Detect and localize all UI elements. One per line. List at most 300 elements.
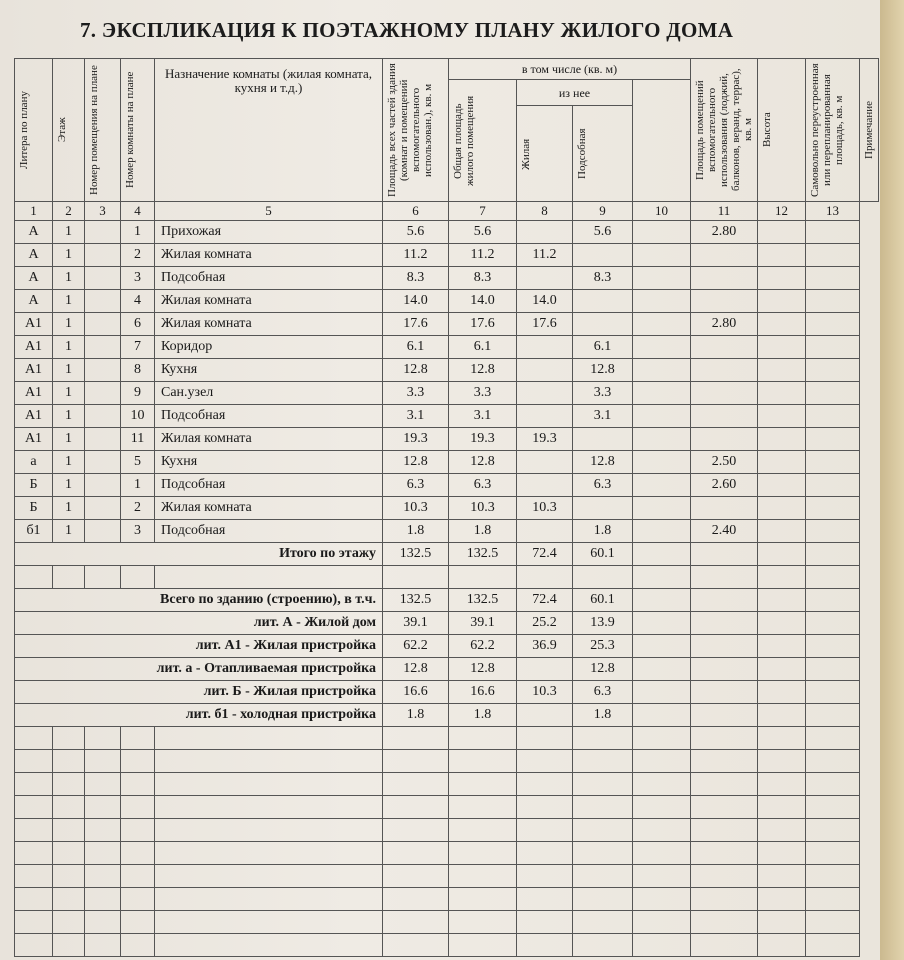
- blank-row: [15, 773, 879, 796]
- empty-cell: [573, 750, 633, 773]
- area-total-cell: 10.3: [383, 497, 449, 520]
- summary-row: [15, 589, 879, 612]
- empty-cell: [691, 842, 758, 865]
- area-living-cell: 19.3: [517, 428, 573, 451]
- header-samovolno: Самовольно переустроенная или перепланированная площадь, кв. м: [806, 59, 860, 202]
- empty-cell: [85, 911, 121, 934]
- empty-cell: [85, 842, 121, 865]
- empty-cell: [633, 796, 691, 819]
- empty-cell: [633, 819, 691, 842]
- col-num: 13: [806, 202, 860, 221]
- litera-cell: А: [15, 244, 53, 267]
- empty-cell: [85, 865, 121, 888]
- empty-cell: [691, 589, 758, 612]
- empty-cell: [806, 658, 860, 681]
- empty-cell: [633, 750, 691, 773]
- empty-cell: [691, 681, 758, 704]
- area-extra-cell: [633, 336, 691, 359]
- empty-cell: [573, 934, 633, 957]
- empty-cell: [85, 934, 121, 957]
- empty-cell: [633, 888, 691, 911]
- empty-cell: [15, 750, 53, 773]
- empty-cell: [383, 888, 449, 911]
- room-number-cell: 5: [121, 451, 155, 474]
- area-common-cell: 12.8: [449, 658, 517, 681]
- area-auxiliary-cell: 3.1: [573, 405, 633, 428]
- table-row: [15, 290, 879, 313]
- empty-cell: [449, 727, 517, 750]
- area-living-cell: 10.3: [517, 681, 573, 704]
- etazh-cell: 1: [53, 405, 85, 428]
- pomeshchenie-cell: [85, 290, 121, 313]
- empty-cell: [691, 727, 758, 750]
- empty-cell: [573, 842, 633, 865]
- litera-cell: А1: [15, 359, 53, 382]
- area-auxiliary-cell: 1.8: [573, 704, 633, 727]
- empty-cell: [633, 704, 691, 727]
- litera-cell: б1: [15, 520, 53, 543]
- litera-cell: А1: [15, 428, 53, 451]
- header-zhilaya: Жилая: [517, 106, 573, 202]
- total-label: лит. б1 - холодная пристройка: [15, 704, 383, 727]
- litera-cell: А: [15, 267, 53, 290]
- pomeshchenie-cell: [85, 497, 121, 520]
- height-cell: [691, 405, 758, 428]
- pomeshchenie-cell: [85, 382, 121, 405]
- empty-cell: [517, 796, 573, 819]
- empty-cell: [691, 612, 758, 635]
- area-auxiliary-cell: 25.3: [573, 635, 633, 658]
- area-total-cell: 11.2: [383, 244, 449, 267]
- empty-cell: [758, 888, 806, 911]
- empty-cell: [806, 750, 860, 773]
- empty-cell: [155, 819, 383, 842]
- area-total-cell: 6.3: [383, 474, 449, 497]
- empty-cell: [15, 566, 53, 589]
- empty-cell: [53, 842, 85, 865]
- unauthorized-cell: [758, 221, 806, 244]
- area-common-cell: 1.8: [449, 704, 517, 727]
- empty-cell: [449, 934, 517, 957]
- area-extra-cell: [633, 474, 691, 497]
- room-name-cell: Подсобная: [155, 405, 383, 428]
- table-row: [15, 474, 879, 497]
- table-row: [15, 428, 879, 451]
- area-extra-cell: [633, 428, 691, 451]
- empty-cell: [806, 704, 860, 727]
- blank-row: [15, 865, 879, 888]
- area-common-cell: 10.3: [449, 497, 517, 520]
- empty-cell: [15, 934, 53, 957]
- area-extra-cell: [633, 520, 691, 543]
- area-total-cell: 5.6: [383, 221, 449, 244]
- empty-cell: [383, 934, 449, 957]
- empty-cell: [85, 727, 121, 750]
- table-row: [15, 497, 879, 520]
- area-total-cell: 39.1: [383, 612, 449, 635]
- empty-cell: [15, 842, 53, 865]
- empty-cell: [155, 773, 383, 796]
- empty-cell: [449, 750, 517, 773]
- area-living-cell: [517, 382, 573, 405]
- area-auxiliary-cell: 6.3: [573, 681, 633, 704]
- note-cell: [806, 267, 860, 290]
- empty-cell: [517, 819, 573, 842]
- empty-cell: [449, 566, 517, 589]
- etazh-cell: 1: [53, 267, 85, 290]
- etazh-cell: 1: [53, 382, 85, 405]
- empty-cell: [806, 543, 860, 566]
- empty-cell: [758, 842, 806, 865]
- room-number-cell: 7: [121, 336, 155, 359]
- area-auxiliary-cell: 8.3: [573, 267, 633, 290]
- itogo-row: [15, 543, 879, 566]
- empty-cell: [691, 566, 758, 589]
- pomeshchenie-cell: [85, 451, 121, 474]
- note-cell: [806, 382, 860, 405]
- empty-cell: [121, 911, 155, 934]
- empty-cell: [758, 865, 806, 888]
- header-vspomogatelnaya: Площадь помещений вспомогательного использования (лоджий, балконов, веранд, террас), кв. м: [691, 59, 758, 202]
- unauthorized-cell: [758, 451, 806, 474]
- col-num: 3: [85, 202, 121, 221]
- empty-cell: [758, 589, 806, 612]
- blank-row: [15, 842, 879, 865]
- empty-cell: [633, 773, 691, 796]
- area-extra-cell: [633, 221, 691, 244]
- area-living-cell: 17.6: [517, 313, 573, 336]
- empty-cell: [121, 888, 155, 911]
- header-etazh: Этаж: [53, 59, 85, 202]
- empty-cell: [633, 566, 691, 589]
- area-common-cell: 17.6: [449, 313, 517, 336]
- empty-cell: [383, 727, 449, 750]
- empty-cell: [517, 566, 573, 589]
- empty-cell: [449, 888, 517, 911]
- empty-cell: [633, 727, 691, 750]
- area-common-cell: 3.1: [449, 405, 517, 428]
- empty-cell: [155, 842, 383, 865]
- empty-cell: [53, 727, 85, 750]
- note-cell: [806, 520, 860, 543]
- area-common-cell: 39.1: [449, 612, 517, 635]
- area-total-cell: 16.6: [383, 681, 449, 704]
- etazh-cell: 1: [53, 336, 85, 359]
- table-row: [15, 382, 879, 405]
- empty-cell: [449, 842, 517, 865]
- area-common-cell: 14.0: [449, 290, 517, 313]
- empty-cell: [53, 911, 85, 934]
- litera-cell: А1: [15, 405, 53, 428]
- area-auxiliary-cell: [573, 244, 633, 267]
- area-common-cell: 132.5: [449, 589, 517, 612]
- empty-cell: [517, 842, 573, 865]
- empty-cell: [449, 819, 517, 842]
- height-cell: [691, 336, 758, 359]
- empty-cell: [758, 819, 806, 842]
- col-num: 5: [155, 202, 383, 221]
- note-cell: [806, 428, 860, 451]
- summary-row: [15, 704, 879, 727]
- header-podsobnaya: Подсобная: [573, 106, 633, 202]
- unauthorized-cell: [758, 520, 806, 543]
- empty-cell: [53, 819, 85, 842]
- etazh-cell: 1: [53, 520, 85, 543]
- summary-row: [15, 681, 879, 704]
- empty-cell: [758, 796, 806, 819]
- empty-cell: [517, 750, 573, 773]
- area-total-cell: 14.0: [383, 290, 449, 313]
- empty-cell: [121, 934, 155, 957]
- empty-cell: [691, 635, 758, 658]
- empty-cell: [53, 934, 85, 957]
- area-auxiliary-cell: 3.3: [573, 382, 633, 405]
- empty-cell: [121, 796, 155, 819]
- area-auxiliary-cell: 12.8: [573, 451, 633, 474]
- empty-cell: [517, 888, 573, 911]
- empty-cell: [15, 819, 53, 842]
- area-living-cell: [517, 359, 573, 382]
- header-extra: [633, 80, 691, 202]
- empty-cell: [449, 773, 517, 796]
- summary-row: [15, 658, 879, 681]
- area-common-cell: 5.6: [449, 221, 517, 244]
- area-common-cell: 62.2: [449, 635, 517, 658]
- empty-cell: [758, 566, 806, 589]
- area-auxiliary-cell: 60.1: [573, 543, 633, 566]
- col-num: 1: [15, 202, 53, 221]
- note-cell: [806, 497, 860, 520]
- litera-cell: А1: [15, 382, 53, 405]
- header-litera: Литера по плану: [15, 59, 53, 202]
- litera-cell: А1: [15, 313, 53, 336]
- litera-cell: а: [15, 451, 53, 474]
- room-name-cell: Жилая комната: [155, 313, 383, 336]
- room-name-cell: Жилая комната: [155, 290, 383, 313]
- room-number-cell: 9: [121, 382, 155, 405]
- note-cell: [806, 474, 860, 497]
- total-label: лит. А - Жилой дом: [15, 612, 383, 635]
- area-auxiliary-cell: [573, 428, 633, 451]
- empty-cell: [691, 819, 758, 842]
- room-name-cell: Жилая комната: [155, 428, 383, 451]
- note-cell: [806, 313, 860, 336]
- note-cell: [806, 336, 860, 359]
- unauthorized-cell: [758, 290, 806, 313]
- empty-cell: [758, 543, 806, 566]
- empty-cell: [383, 842, 449, 865]
- unauthorized-cell: [758, 244, 806, 267]
- area-auxiliary-cell: 6.3: [573, 474, 633, 497]
- pomeshchenie-cell: [85, 336, 121, 359]
- empty-cell: [85, 888, 121, 911]
- header-v-tom-chisle: в том числе (кв. м): [449, 59, 691, 80]
- area-living-cell: 36.9: [517, 635, 573, 658]
- empty-cell: [691, 934, 758, 957]
- etazh-cell: 1: [53, 244, 85, 267]
- room-name-cell: Кухня: [155, 451, 383, 474]
- area-auxiliary-cell: [573, 290, 633, 313]
- empty-cell: [573, 566, 633, 589]
- col-num: 11: [691, 202, 758, 221]
- empty-cell: [121, 566, 155, 589]
- area-common-cell: 1.8: [449, 520, 517, 543]
- area-total-cell: 12.8: [383, 451, 449, 474]
- empty-cell: [633, 865, 691, 888]
- area-living-cell: [517, 267, 573, 290]
- area-common-cell: 16.6: [449, 681, 517, 704]
- area-total-cell: 8.3: [383, 267, 449, 290]
- empty-cell: [573, 888, 633, 911]
- empty-cell: [806, 934, 860, 957]
- empty-cell: [806, 842, 860, 865]
- unauthorized-cell: [758, 428, 806, 451]
- empty-cell: [15, 773, 53, 796]
- area-auxiliary-cell: 12.8: [573, 658, 633, 681]
- empty-cell: [758, 704, 806, 727]
- height-cell: 2.80: [691, 221, 758, 244]
- empty-cell: [53, 566, 85, 589]
- empty-cell: [758, 750, 806, 773]
- empty-cell: [806, 681, 860, 704]
- empty-cell: [517, 727, 573, 750]
- empty-cell: [758, 773, 806, 796]
- empty-cell: [573, 865, 633, 888]
- empty-cell: [573, 819, 633, 842]
- area-common-cell: 132.5: [449, 543, 517, 566]
- height-cell: 2.40: [691, 520, 758, 543]
- table-row: [15, 313, 879, 336]
- empty-cell: [53, 750, 85, 773]
- empty-cell: [691, 543, 758, 566]
- etazh-cell: 1: [53, 313, 85, 336]
- total-label: лит. Б - Жилая пристройка: [15, 681, 383, 704]
- blank-row: [15, 819, 879, 842]
- empty-cell: [517, 865, 573, 888]
- column-numbers-row: [15, 202, 879, 221]
- empty-cell: [383, 911, 449, 934]
- empty-cell: [633, 589, 691, 612]
- empty-cell: [85, 750, 121, 773]
- empty-cell: [573, 911, 633, 934]
- area-living-cell: [517, 405, 573, 428]
- room-number-cell: 6: [121, 313, 155, 336]
- empty-cell: [633, 842, 691, 865]
- header-naznachenie: Назначение комнаты (жилая комната, кухня и т.д.): [155, 59, 383, 202]
- header-nomer-komnaty: Номер комнаты на плане: [121, 59, 155, 202]
- empty-cell: [806, 796, 860, 819]
- blank-row: [15, 888, 879, 911]
- header-nomer-pomeshcheniya: Номер помещения на плане: [85, 59, 121, 202]
- total-label: Всего по зданию (строению), в т.ч.: [15, 589, 383, 612]
- header-ploshchad-vsekh: Площадь всех частей здания (комнат и помещений вспомогательного использован.), кв. м: [383, 59, 449, 202]
- unauthorized-cell: [758, 405, 806, 428]
- pomeshchenie-cell: [85, 428, 121, 451]
- empty-cell: [691, 796, 758, 819]
- etazh-cell: 1: [53, 451, 85, 474]
- unauthorized-cell: [758, 267, 806, 290]
- table-row: [15, 520, 879, 543]
- empty-cell: [383, 819, 449, 842]
- note-cell: [806, 290, 860, 313]
- note-cell: [806, 244, 860, 267]
- empty-cell: [517, 773, 573, 796]
- empty-cell: [691, 750, 758, 773]
- empty-cell: [633, 612, 691, 635]
- empty-cell: [121, 727, 155, 750]
- empty-cell: [573, 773, 633, 796]
- room-number-cell: 3: [121, 267, 155, 290]
- room-number-cell: 3: [121, 520, 155, 543]
- col-num: 8: [517, 202, 573, 221]
- room-name-cell: Сан.узел: [155, 382, 383, 405]
- room-number-cell: 4: [121, 290, 155, 313]
- empty-cell: [383, 796, 449, 819]
- area-living-cell: 72.4: [517, 543, 573, 566]
- table-row: [15, 267, 879, 290]
- blank-row: [15, 911, 879, 934]
- etazh-cell: 1: [53, 428, 85, 451]
- col-num: 2: [53, 202, 85, 221]
- area-living-cell: [517, 336, 573, 359]
- col-num: 9: [573, 202, 633, 221]
- col-num: 12: [758, 202, 806, 221]
- area-living-cell: [517, 704, 573, 727]
- empty-cell: [633, 681, 691, 704]
- area-extra-cell: [633, 290, 691, 313]
- area-total-cell: 19.3: [383, 428, 449, 451]
- area-common-cell: 11.2: [449, 244, 517, 267]
- empty-cell: [633, 635, 691, 658]
- empty-cell: [806, 888, 860, 911]
- area-common-cell: 6.1: [449, 336, 517, 359]
- etazh-cell: 1: [53, 497, 85, 520]
- unauthorized-cell: [758, 313, 806, 336]
- empty-cell: [85, 566, 121, 589]
- empty-cell: [691, 865, 758, 888]
- area-extra-cell: [633, 382, 691, 405]
- document-title: 7. ЭКСПЛИКАЦИЯ К ПОЭТАЖНОМУ ПЛАНУ ЖИЛОГО ДОМА: [80, 18, 734, 42]
- height-cell: [691, 267, 758, 290]
- empty-cell: [53, 773, 85, 796]
- area-total-cell: 12.8: [383, 359, 449, 382]
- area-auxiliary-cell: 5.6: [573, 221, 633, 244]
- summary-row: [15, 635, 879, 658]
- blank-row: [15, 750, 879, 773]
- etazh-cell: 1: [53, 359, 85, 382]
- area-common-cell: 3.3: [449, 382, 517, 405]
- empty-cell: [758, 635, 806, 658]
- area-auxiliary-cell: 6.1: [573, 336, 633, 359]
- pomeshchenie-cell: [85, 474, 121, 497]
- room-number-cell: 11: [121, 428, 155, 451]
- empty-cell: [449, 911, 517, 934]
- empty-cell: [758, 727, 806, 750]
- table-row: [15, 221, 879, 244]
- room-name-cell: Подсобная: [155, 267, 383, 290]
- header-obshchaya: Общая площадь жилого помещения: [449, 80, 517, 202]
- empty-cell: [806, 911, 860, 934]
- total-label: лит. а - Отапливаемая пристройка: [15, 658, 383, 681]
- area-extra-cell: [633, 497, 691, 520]
- note-cell: [806, 221, 860, 244]
- room-number-cell: 2: [121, 497, 155, 520]
- empty-cell: [121, 819, 155, 842]
- height-cell: [691, 290, 758, 313]
- empty-cell: [517, 934, 573, 957]
- area-living-cell: [517, 658, 573, 681]
- empty-cell: [806, 635, 860, 658]
